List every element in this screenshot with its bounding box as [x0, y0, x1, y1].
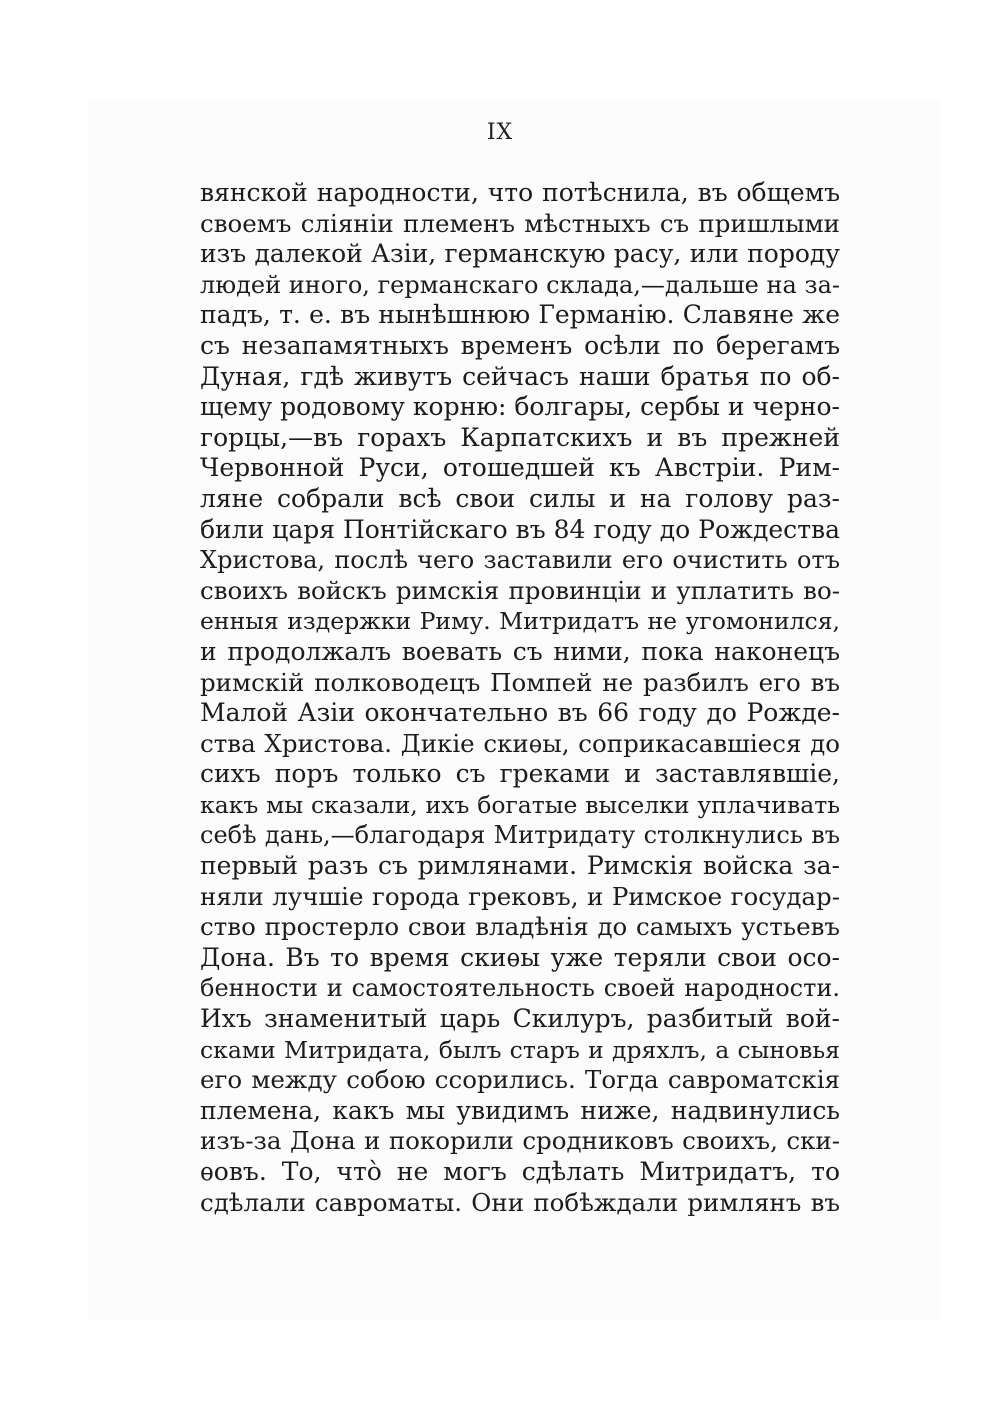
text-line: его между собою ссорились. Тогда савроматскія — [200, 1065, 840, 1095]
text-line: изъ далекой Азіи, германскую расу, или породу — [200, 239, 840, 269]
text-line: съ незапамятныхъ временъ осѣли по берегамъ — [200, 330, 840, 360]
text-line: Червонной Руси, отошедшей къ Австріи. Рим- — [200, 453, 840, 483]
text-line: горцы,—въ горахъ Карпатскихъ и въ прежней — [200, 422, 840, 452]
text-line: Христова, послѣ чего заставили его очистить отъ — [200, 546, 840, 575]
text-line: сихъ поръ только съ греками и заставлявшіе, — [200, 759, 840, 789]
text-line: ство простерло свои владѣнія до самыхъ устьевъ — [200, 912, 840, 942]
text-line: римскій полководецъ Помпей не разбилъ его въ — [200, 667, 840, 697]
text-line: Дона. Въ то время скиѳы уже теряли свои осо- — [200, 942, 840, 972]
text-line: сдѣлали савроматы. Они побѣждали римлянъ въ — [200, 1187, 840, 1217]
body-text — [200, 178, 840, 1218]
text-line: племена, какъ мы увидимъ ниже, надвинулись — [200, 1095, 840, 1125]
text-line: вянской народности, что потѣснила, въ общемъ — [200, 178, 840, 207]
text-line: какъ мы сказали, ихъ богатые выселки уплачивать — [200, 790, 840, 819]
text-line: били царя Понтійскаго въ 84 году до Рождества — [200, 514, 840, 544]
text-line: Ихъ знаменитый царь Скилуръ, разбитый вой- — [200, 1004, 840, 1034]
text-line: ства Христова. Дикіе скиѳы, соприкасавшіеся до — [200, 728, 840, 758]
text-line: бенности и самостоятельность своей народности. — [200, 974, 840, 1003]
text-line: первый разъ съ римлянами. Римскія войска за- — [200, 851, 840, 881]
text-line: своемъ сліяніи племенъ мѣстныхъ съ пришлыми — [200, 208, 840, 238]
text-line: падъ, т. е. въ нынѣшнюю Германію. Славяне же — [200, 300, 840, 330]
text-line: ляне собрали всѣ свои силы и на голову раз- — [200, 483, 840, 513]
text-line: своихъ войскъ римскія провинціи и уплатить во- — [200, 575, 840, 605]
text-line: няли лучшіе города грековъ, и Римское государ- — [200, 881, 840, 911]
text-line: енныя издержки Риму. Митридатъ не угомонился, — [200, 607, 840, 636]
page-number: IX — [486, 120, 514, 145]
text-line: и продолжалъ воевать съ ними, пока наконецъ — [200, 636, 840, 666]
text-line: изъ-за Дона и покорили сродниковъ своихъ, ски- — [200, 1126, 840, 1156]
text-line: Дуная, гдѣ живутъ сейчасъ наши братья по об- — [200, 361, 840, 391]
text-line: ѳовъ. То, что̀ не могъ сдѣлать Митридатъ, то — [200, 1157, 840, 1186]
text-line: себѣ дань,—благодаря Митридату столкнулись въ — [200, 821, 840, 850]
text-line: Малой Азіи окончательно въ 66 году до Рожде- — [200, 698, 840, 728]
text-line: людей иного, германскаго склада,—дальше на за- — [200, 270, 840, 299]
text-line: щему родовому корню: болгары, сербы и черно- — [200, 392, 840, 422]
text-line: сками Митридата, былъ старъ и дряхлъ, а сыновья — [200, 1035, 840, 1064]
